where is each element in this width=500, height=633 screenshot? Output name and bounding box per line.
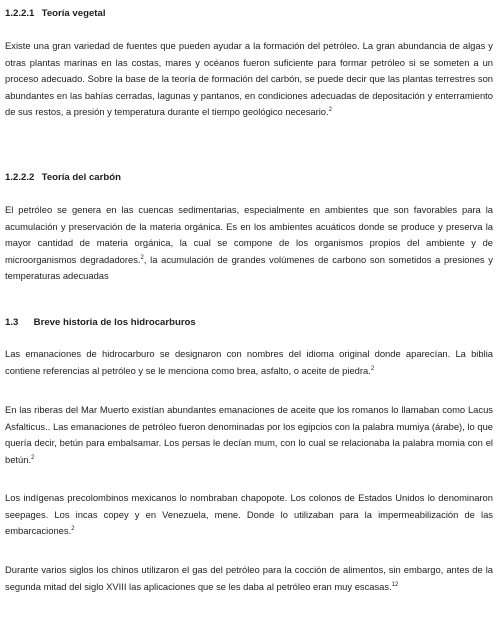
section-number: 1.3 [5, 317, 19, 328]
section-number: 1.2.2.1 [5, 8, 35, 19]
section-heading-historia [5, 317, 196, 328]
paragraph-text: Las emanaciones de hidrocarburo se designaron con nombres del idioma original donde aparecían. La biblia contiene referencias al petróleo y se le menciona como brea, asfalto, o aceite de piedra. [5, 348, 493, 376]
paragraph-historia-4 [5, 562, 493, 595]
paragraph-text: Los indígenas precolombinos mexicanos lo nombraban chapopote. Los colonos de Estados Unidos lo denominaron seepages. Los incas copey y en Venezuela, mene. Donde lo utilizaban para la impermeabilización de las embarcaciones. [5, 492, 493, 536]
paragraph-historia-3 [5, 490, 493, 540]
section-number: 1.2.2.2 [5, 172, 35, 183]
footnote-ref: 2 [71, 526, 75, 532]
paragraph-historia-1 [5, 346, 493, 379]
footnote-ref: 12 [391, 581, 399, 588]
paragraph-text-tail: , la acumulación de grandes volúmenes de carbono son sometidos a presiones y temperaturas adecuadas [5, 253, 493, 281]
paragraph-teoria-vegetal [5, 38, 493, 121]
paragraph-text: En las riberas del Mar Muerto existían abundantes emanaciones de aceite que los romanos lo llamaban como Lacus Asfalticus.. Las emanaciones de petróleo fueron denominadas por los egipcios con la palabra mumiya (árabe), lo que quería decir, betún para embalsamar. Los persas le decían mum, con lo cual se relacionaba la palabra momia con el betún. [5, 404, 493, 465]
footnote-ref: 2 [31, 454, 35, 461]
paragraph-text: El petróleo se genera en las cuencas sedimentarias, especialmente en ambientes que son favorables para la acumulación y preservación de la materia orgánica. Es en los ambientes acuáticos donde se produce y preserva la mayor cantidad de materia orgánica, la cual se compone de los organismos propios del ambiente y de microorganismos degradadores. [5, 204, 493, 265]
paragraph-text: Durante varios siglos los chinos utilizaron el gas del petróleo para la cocción de alimentos, sin embargo, antes de la segunda mitad del siglo XVIII las aplicaciones que se les daba al petróleo eran muy escasas. [5, 564, 493, 592]
section-title: Teoría vegetal [41, 8, 106, 19]
footnote-ref: 2 [370, 365, 375, 372]
section-heading-teoria-carbon [5, 172, 121, 183]
footnote-ref: 2 [140, 254, 144, 261]
paragraph-teoria-carbon [5, 202, 493, 285]
footnote-ref: 2 [328, 107, 332, 113]
paragraph-text: Existe una gran variedad de fuentes que pueden ayudar a la formación del petróleo. La gran abundancia de algas y otras plantas marinas en las costas, mares y océanos fueron suficiente para formar petróleo si se someten a un proceso adecuado. Sobre la base de la teoría de formación del carbón, se puede decir que las plantas terrestres son abundantes en las bahías cerradas, lagunas y pantanos, en condiciones adecuadas de depositación y enterramiento de sus restos, a presión y temperatura durante el tiempo geológico necesario. [5, 40, 493, 117]
section-title: Teoría del carbón [41, 172, 121, 183]
section-title: Breve historia de los hidrocarburos [33, 317, 196, 328]
paragraph-historia-2 [5, 402, 493, 468]
section-heading-teoria-vegetal [5, 8, 105, 19]
